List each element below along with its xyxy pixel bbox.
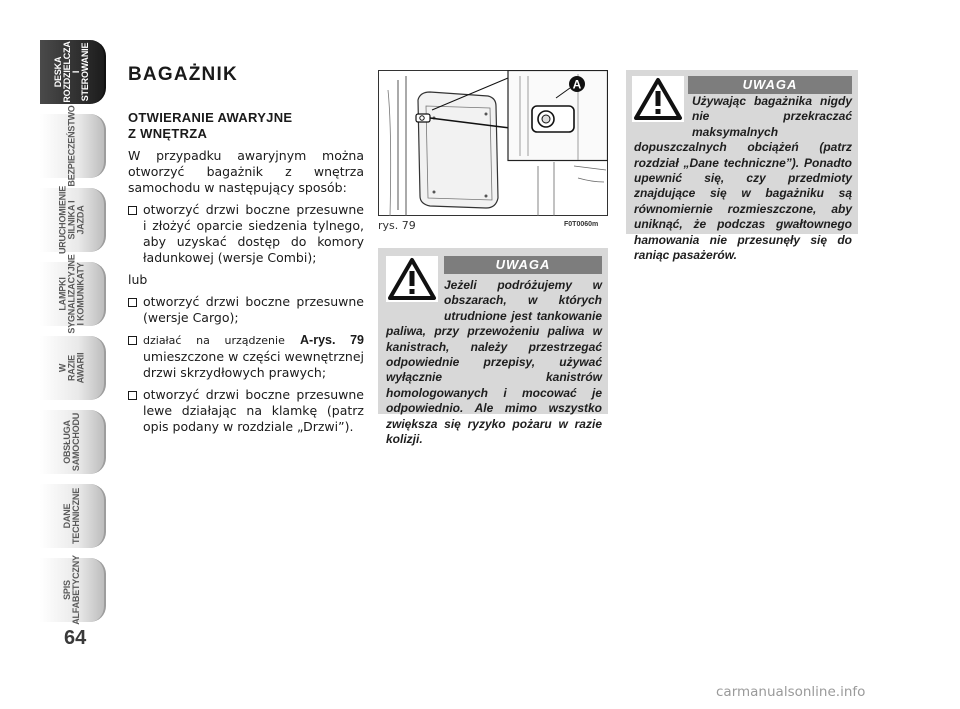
tab-bezpieczenstwo[interactable] [40, 105, 106, 187]
list-item-text-post: umieszczone w części wewnętrznej drzwi skrzydłowych prawych; [143, 349, 364, 380]
tab-label: OBSŁUGA SAMOCHODU [62, 412, 81, 472]
warning-triangle-icon [632, 76, 684, 122]
tab-label: BEZPIECZEŃSTWO [66, 105, 77, 187]
main-text-column [128, 64, 364, 441]
checkbox-bullet-icon [128, 391, 137, 400]
tab-lampki[interactable] [40, 254, 106, 334]
tab-spis-alfabetyczny[interactable] [40, 555, 106, 625]
warning-heading: UWAGA [688, 76, 852, 94]
or-text: lub [128, 272, 148, 287]
intro-paragraph: W przypadku awaryjnym można otworzyć bagażnik z wnętrza samochodu w następujący sposób: [128, 148, 364, 195]
tab-label: DESKA ROZDZIELCZA I STEROWANIE [53, 41, 90, 103]
list-item [128, 332, 364, 381]
tab-label: SPIS ALFABETYCZNY [62, 555, 81, 625]
list-item [128, 202, 364, 266]
subheading: OTWIERANIE AWARYJNE Z WNĘTRZA [128, 110, 293, 141]
callout-label: A [572, 77, 582, 92]
tab-dane-techniczne[interactable] [40, 484, 106, 548]
warning-triangle-icon [386, 256, 438, 302]
checkbox-bullet-icon [128, 298, 137, 307]
figure-label: rys. 79 [378, 219, 416, 232]
door-latch-illustration [378, 70, 608, 216]
section-title: BAGAŻNIK [128, 64, 238, 85]
list-item-text: otworzyć drzwi boczne przesuwne i złożyć oparcie siedzenia tylnego, aby uzyskać dostęp do komory ładunkowej (wersje Combi); [143, 202, 364, 265]
list-item-text-pre: działać na urządzenie [143, 334, 285, 347]
tab-w-razie-awarii[interactable] [40, 336, 106, 400]
list-item-text: otworzyć drzwi boczne przesuwne lewe działając na klamkę (patrz opis podany w rozdziale „Drzwi”). [143, 387, 364, 434]
figure-code: F0T0060m [564, 221, 599, 228]
warning-text-content: Używając bagażnika nigdy nie przekraczać maksymalnych dopuszczalnych obciążeń (patrz rozdział „Dane techniczne”). Ponadto upewnić się, czy przedmioty znajdujące się w bagażniku są równomiernie rozmieszczone, aby uniknąć, że podczas gwałtownego hamowania nie przesunęły się do raniąc pasażerów. [634, 94, 852, 263]
watermark: carmanualsonline.info [716, 684, 866, 700]
tab-label: W RAZIE AWARII [57, 352, 86, 384]
tab-deska-rozdzielcza[interactable] [40, 40, 106, 104]
warning-heading: UWAGA [444, 256, 602, 274]
tab-obsluga[interactable] [40, 410, 106, 474]
list-item [128, 387, 364, 435]
checkbox-bullet-icon [128, 336, 137, 345]
tab-label: DANE TECHNICZNE [62, 488, 81, 544]
tab-label: LAMPKI SYGNALIZACYJNE I KOMUNIKATY [57, 254, 86, 334]
checkbox-bullet-icon [128, 206, 137, 215]
warning-text [386, 278, 602, 447]
tab-uruchomienie[interactable] [40, 185, 106, 255]
warning-box-fuel [378, 248, 608, 447]
chapter-tabs [40, 40, 108, 625]
warning-text-content: Jeżeli podróżujemy w obszarach, w których utrudnione jest tankowanie paliwa, przy przewożeniu paliwa w kanistrach, należy przestrzegać odpowiednie przepisy, używać wyłącznie kanistrów homologowanych i mocować je odpowiednio. Ale mimo wszystko zwiększa się ryzyko pożaru w razie kolizji. [386, 278, 602, 447]
page-number: 64 [64, 627, 87, 649]
list-item-text [143, 332, 364, 381]
figure-reference: A-rys. 79 [300, 333, 364, 347]
warning-box-luggage [626, 70, 858, 263]
list-item [128, 294, 364, 326]
tab-label: URUCHOMIENIE SILNIKA I JAZDA [57, 185, 86, 255]
list-item-text: otworzyć drzwi boczne przesuwne (wersje Cargo); [143, 294, 364, 325]
